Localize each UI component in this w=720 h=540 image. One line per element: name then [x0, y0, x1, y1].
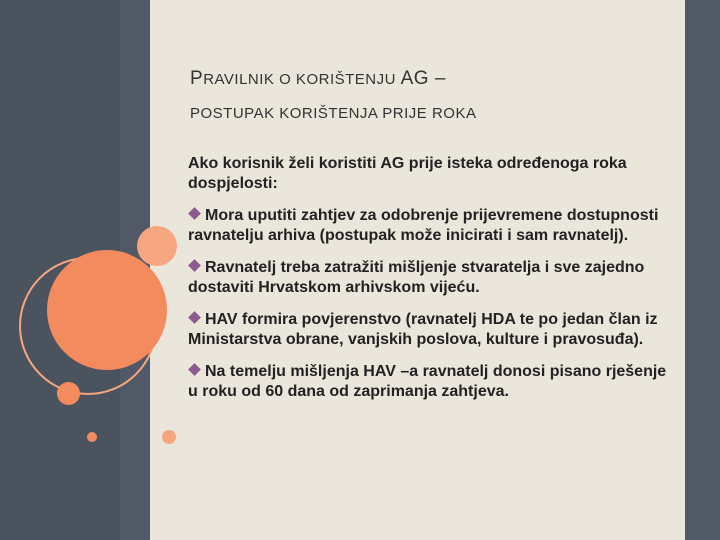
- intro-text: Ako korisnik želi koristiti AG prije isteka određenoga roka dospjelosti:: [188, 155, 627, 192]
- slide-title: [190, 62, 670, 131]
- diamond-bullet-icon: [188, 207, 201, 220]
- diamond-bullet-icon: [188, 311, 201, 324]
- title-line-2: POSTUPAK KORIŠTENJA PRIJE ROKA: [190, 105, 477, 122]
- bullet-item: Mora uputiti zahtjev za odobrenje prijevremene dostupnosti ravnatelju arhiva (postupak može inicirati i sam ravnatelj).: [188, 207, 659, 244]
- decorative-circle-medium: [57, 382, 80, 405]
- bullet-item: Ravnatelj treba zatražiti mišljenje stvaratelja i sve zajedno dostaviti Hrvatskom arhivskom vijeću.: [188, 259, 645, 296]
- bullet-item: HAV formira povjerenstvo (ravnatelj HDA te po jedan član iz Ministarstva obrane, vanjskih poslova, kulture i pravosuđa).: [188, 311, 658, 348]
- slide-body: [188, 154, 673, 414]
- bullet-item: Na temelju mišljenja HAV –a ravnatelj donosi pisano rješenje u roku od 60 dana od zaprimanja zahtjeva.: [188, 363, 667, 400]
- decorative-dot-small: [162, 430, 176, 444]
- decorative-dot: [87, 432, 97, 442]
- decorative-circle-small: [137, 226, 177, 266]
- decorative-circle-large: [47, 250, 167, 370]
- diamond-bullet-icon: [188, 259, 201, 272]
- diamond-bullet-icon: [188, 363, 201, 376]
- title-line-1: PRAVILNIK O KORIŠTENJU AG –: [190, 68, 446, 89]
